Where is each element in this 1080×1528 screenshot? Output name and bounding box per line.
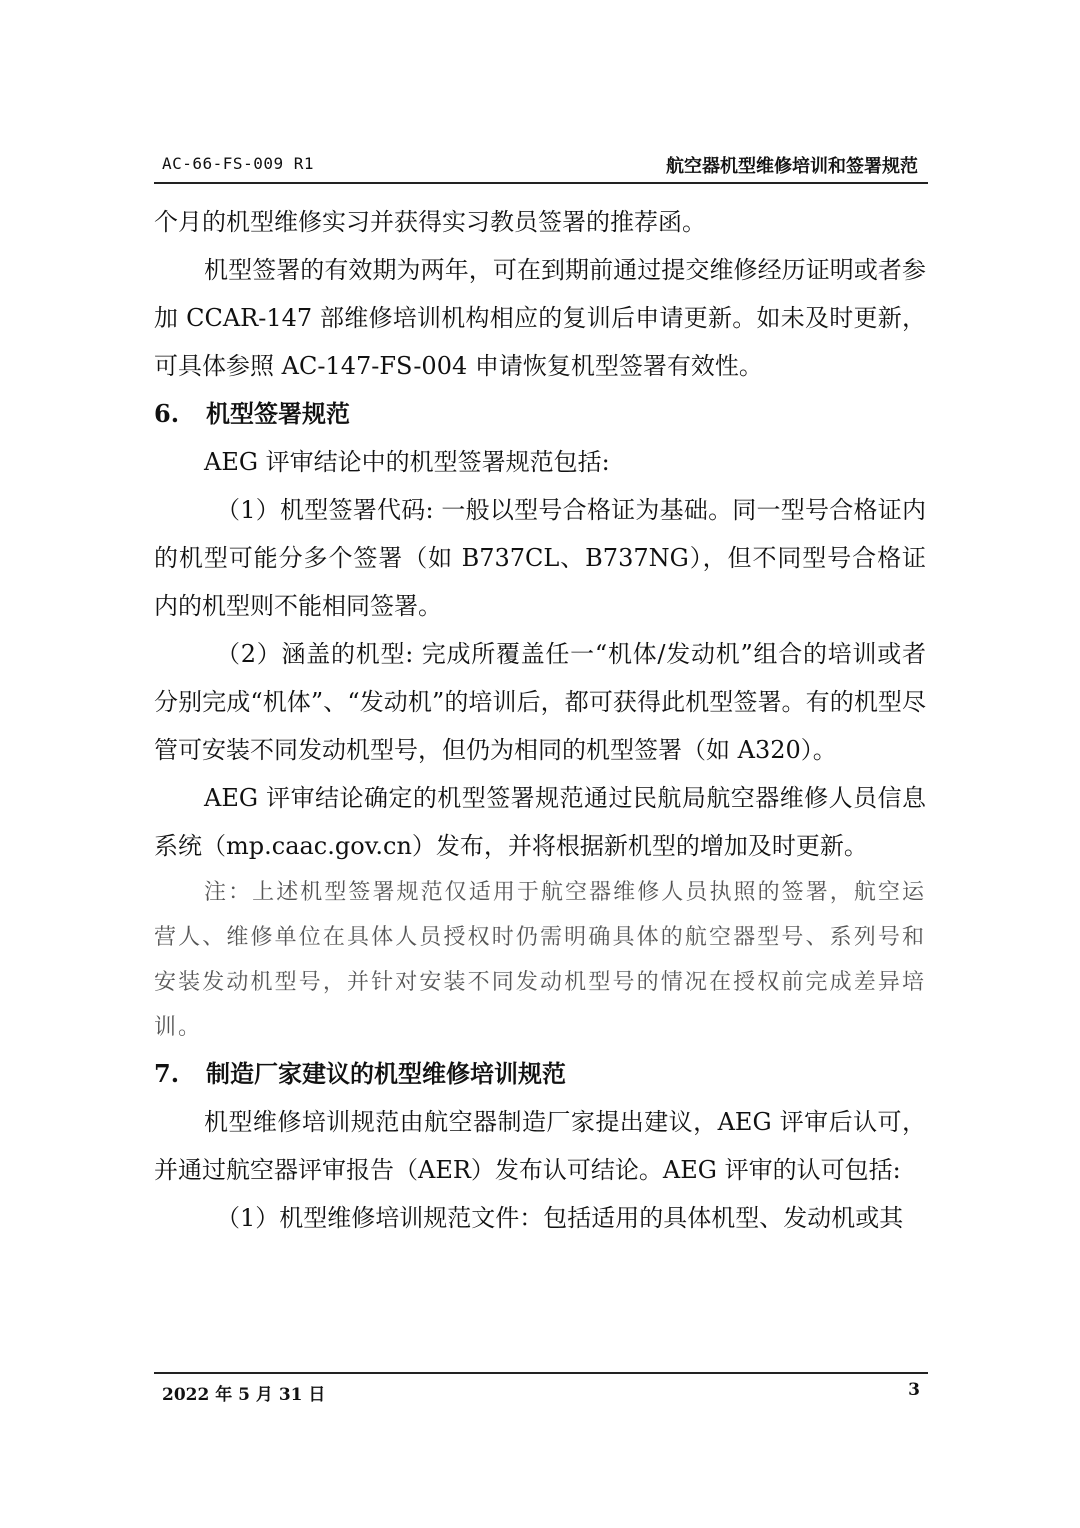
note-paragraph: 注：上述机型签署规范仅适用于航空器维修人员执照的签署，航空运营人、维修单位在具体人员授权时仍需明确具体的航空器型号、系列号和安装发动机型号，并针对安装不同发动机型号的情况在授权前完成差异培训。 — [154, 880, 926, 1040]
section-6-number: 6. — [154, 399, 180, 428]
paragraph-item-spec-1: （1）机型维修培训规范文件：包括适用的具体机型、发动机或其 — [216, 1204, 904, 1232]
paragraph-validity: 机型签署的有效期为两年，可在到期前通过提交维修经历证明或者参加 CCAR-147 部维修培训机构相应的复训后申请更新。如未及时更新，可具体参照 AC-147-FS-004 申请恢复机型签署有效性。 — [154, 256, 926, 380]
document-title: 航空器机型维修培训和签署规范 — [666, 156, 918, 177]
paragraph-continuation: 个月的机型维修实习并获得实习教员签署的推荐函。 — [154, 208, 706, 236]
issue-date: 2022 年 5 月 31 日 — [162, 1385, 326, 1405]
paragraph-item-1: （1）机型签署代码: 一般以型号合格证为基础。同一型号合格证内的机型可能分多个签署（如 B737CL、B737NG），但不同型号合格证内的机型则不能相同签署。 — [154, 496, 926, 620]
page-content — [154, 198, 926, 1242]
paragraph-training-spec: 机型维修培训规范由航空器制造厂家提出建议，AEG 评审后认可，并通过航空器评审报告（AER）发布认可结论。AEG 评审的认可包括: — [154, 1108, 926, 1184]
section-6-title: 机型签署规范 — [206, 399, 350, 428]
page-number: 3 — [908, 1380, 920, 1400]
section-7-title: 制造厂家建议的机型维修培训规范 — [206, 1059, 566, 1088]
document-code: AC-66-FS-009 R1 — [162, 154, 314, 173]
section-7-number: 7. — [154, 1059, 180, 1088]
section-6-heading — [154, 390, 926, 438]
page-footer — [154, 1372, 928, 1408]
paragraph-publication: AEG 评审结论确定的机型签署规范通过民航局航空器维修人员信息系统（mp.caac.gov.cn）发布，并将根据新机型的增加及时更新。 — [154, 784, 926, 860]
section-7-heading — [154, 1050, 926, 1098]
paragraph-aeg-intro: AEG 评审结论中的机型签署规范包括: — [204, 448, 610, 476]
page-header — [154, 152, 928, 184]
paragraph-item-2: （2）涵盖的机型: 完成所覆盖任一“机体/发动机”组合的培训或者分别完成“机体”、“发动机”的培训后，都可获得此机型签署。有的机型尽管可安装不同发动机型号，但仍为相同的机型签署（如 A320）。 — [154, 640, 926, 764]
